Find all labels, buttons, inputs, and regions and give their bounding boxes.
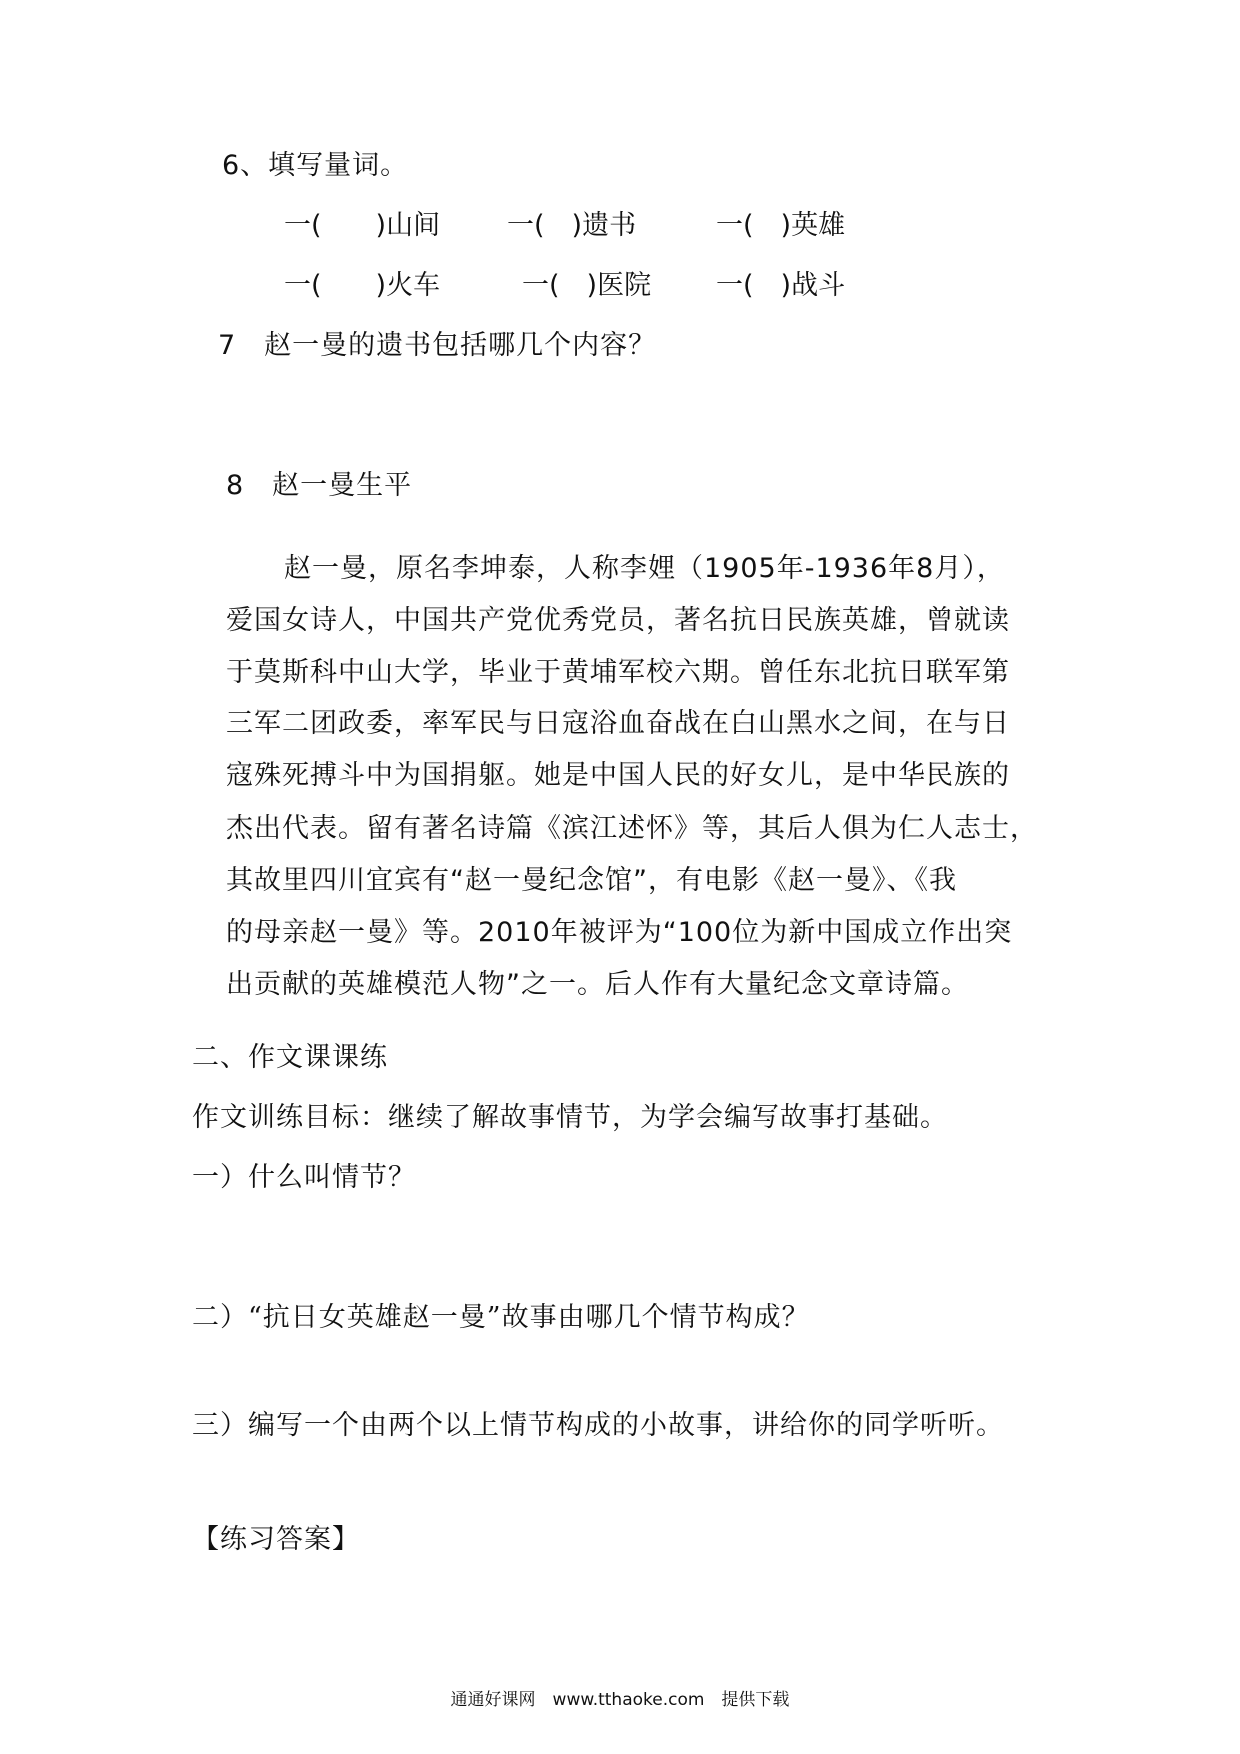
bio-line-4: 三军二团政委，率军民与日寇浴血奋战在白山黑水之间，在与日 [226, 708, 1010, 739]
page-footer: 通通好课网 www.tthaoke.com 提供下载 [450, 1690, 790, 1710]
q6-blank-5: 一( )医院 [522, 270, 652, 301]
bio-line-1: 赵一曼，原名李坤泰，人称李娌（1905年-1936年8月）， [284, 553, 1005, 584]
bio-line-6: 杰出代表。留有著名诗篇《滨江述怀》等，其后人俱为仁人志士， [226, 813, 1038, 844]
bio-line-5: 寇殊死搏斗中为国捐躯。她是中国人民的好女儿，是中华民族的 [226, 760, 1010, 791]
bio-line-2: 爱国女诗人，中国共产党优秀党员，著名抗日民族英雄，曾就读 [226, 605, 1010, 636]
section2-item-3: 三）编写一个由两个以上情节构成的小故事，讲给你的同学听听。 [192, 1410, 1004, 1441]
section2-item-1: 一）什么叫情节？ [192, 1162, 416, 1193]
bio-line-9: 出贡献的英雄模范人物”之一。后人作有大量纪念文章诗篇。 [226, 969, 969, 1000]
bio-line-8: 的母亲赵一曼》等。2010年被评为“100位为新中国成立作出突 [226, 917, 1013, 948]
q6-blank-1: 一( )山间 [284, 210, 441, 241]
section2-goal: 作文训练目标：继续了解故事情节，为学会编写故事打基础。 [192, 1102, 948, 1133]
q6-blank-2: 一( )遗书 [507, 210, 637, 241]
q7-heading: 7 赵一曼的遗书包括哪几个内容？ [218, 330, 657, 361]
bio-line-7: 其故里四川宜宾有“赵一曼纪念馆”，有电影《赵一曼》、《我 [226, 865, 957, 896]
q6-blank-3: 一( )英雄 [716, 210, 846, 241]
q8-heading: 8 赵一曼生平 [226, 470, 413, 501]
answers-heading: 【练习答案】 [192, 1524, 360, 1555]
q6-heading: 6、填写量词。 [222, 150, 409, 181]
q6-blank-6: 一( )战斗 [716, 270, 846, 301]
section2-heading: 二、作文课课练 [192, 1042, 388, 1073]
bio-line-3: 于莫斯科中山大学，毕业于黄埔军校六期。曾任东北抗日联军第 [226, 657, 1010, 688]
q6-blank-4: 一( )火车 [284, 270, 441, 301]
section2-item-2: 二）“抗日女英雄赵一曼”故事由哪几个情节构成？ [192, 1302, 810, 1333]
